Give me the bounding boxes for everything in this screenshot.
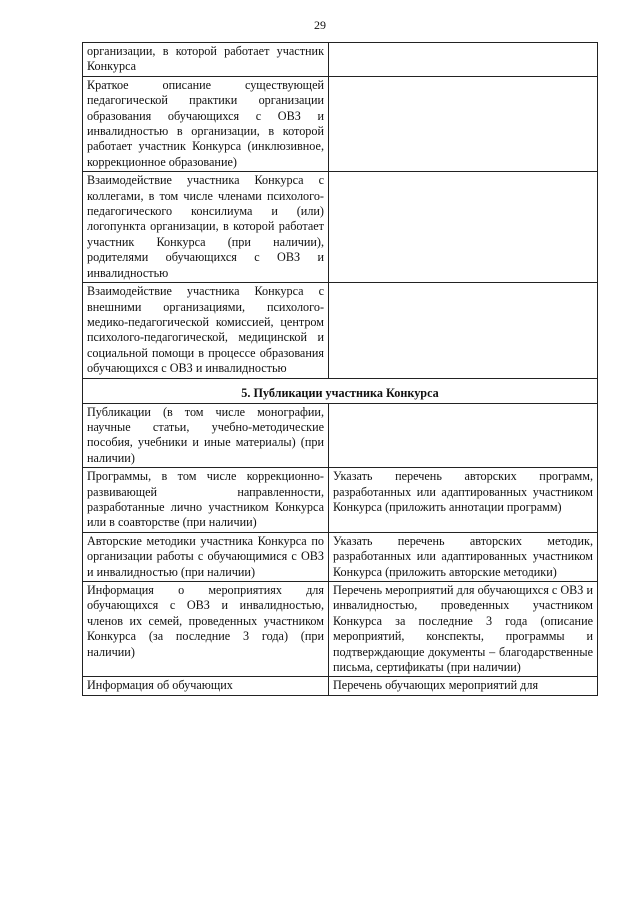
row-value[interactable]	[329, 283, 598, 378]
table-row	[83, 403, 598, 468]
section-title: 5. Публикации участника Конкурса	[83, 378, 598, 403]
row-label: Авторские методики участника Конкурса по организации работы с обучающимися с ОВЗ и инвалидностью (при наличии)	[83, 532, 329, 581]
table-row	[83, 582, 598, 677]
section-header-row	[83, 378, 598, 403]
table-row	[83, 532, 598, 581]
row-value[interactable]	[329, 43, 598, 77]
row-label: Взаимодействие участника Конкурса с коллегами, в том числе членами психолого-педагогического консилиума и (или) логопункта организации, в которой работает участник Конкурса (при наличии), родителями обучающихся с ОВЗ и инвалидностью	[83, 172, 329, 283]
row-label: Публикации (в том числе монографии, научные статьи, учебно-методические пособия, учебники и иные материалы) (при наличии)	[83, 403, 329, 468]
table-row	[83, 283, 598, 378]
table-row	[83, 172, 598, 283]
row-label: Информация о мероприятиях для обучающихся с ОВЗ и инвалидностью, членов их семей, проведенных участником Конкурса (за последние 3 года) (при наличии)	[83, 582, 329, 677]
row-value[interactable]: Указать перечень авторских программ, разработанных или адаптированных участником Конкурса (приложить аннотации программ)	[329, 468, 598, 533]
row-value[interactable]: Перечень мероприятий для обучающихся с ОВЗ и инвалидностью, проведенных участником Конкурса за последние 3 года (описание мероприятий, конспекты, программы и подтверждающие документы – благодарственные письма, сертификаты (при наличии)	[329, 582, 598, 677]
row-label: Краткое описание существующей педагогической практики организации образования обучающихся с ОВЗ и инвалидностью в организации, в которой работает участник Конкурса (инклюзивное, коррекционное образование)	[83, 76, 329, 171]
table-row	[83, 677, 598, 695]
application-form-table	[82, 42, 598, 696]
table-row	[83, 76, 598, 171]
row-label: организации, в которой работает участник Конкурса	[83, 43, 329, 77]
table-row	[83, 468, 598, 533]
row-value[interactable]	[329, 76, 598, 171]
row-value[interactable]: Указать перечень авторских методик, разработанных или адаптированных участником Конкурса (приложить авторские методики)	[329, 532, 598, 581]
page-number: 29	[314, 18, 326, 32]
table-row	[83, 43, 598, 77]
row-label: Информация об обучающих	[83, 677, 329, 695]
row-value[interactable]	[329, 172, 598, 283]
row-value[interactable]: Перечень обучающих мероприятий для	[329, 677, 598, 695]
row-label: Взаимодействие участника Конкурса с внешними организациями, психолого-медико-педагогической комиссией, центром психолого-педагогической, медицинской и социальной помощи в процессе образования обучающихся с ОВЗ и инвалидностью	[83, 283, 329, 378]
row-label: Программы, в том числе коррекционно-развивающей направленности, разработанные лично участником Конкурса или в соавторстве (при наличии)	[83, 468, 329, 533]
row-value[interactable]	[329, 403, 598, 468]
